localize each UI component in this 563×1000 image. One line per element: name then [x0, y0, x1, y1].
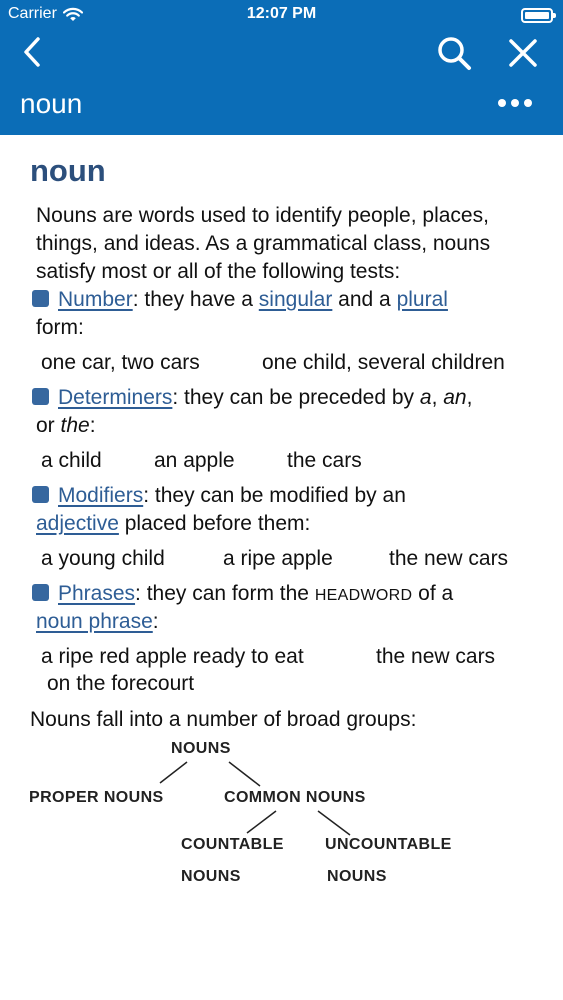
word-a: a	[419, 386, 432, 409]
test-phrases	[32, 580, 453, 610]
headword-label: HEADWORD	[314, 587, 413, 604]
example-phrases-1: a ripe red apple ready to eat	[41, 645, 304, 668]
example-modifiers-2: a ripe apple	[223, 547, 333, 570]
battery-icon	[521, 8, 553, 23]
status-time: 12:07 PM	[246, 5, 317, 22]
back-chevron-icon	[18, 34, 50, 70]
determiners-comma: ,	[431, 386, 444, 409]
example-determiners-2: an apple	[154, 449, 235, 472]
intro-line-2: things, and ideas. As a grammatical class, nouns	[36, 232, 491, 255]
bullet-square-icon	[32, 584, 49, 601]
number-text-1: : they have a	[132, 288, 259, 311]
phrases-line2-text: :	[152, 610, 159, 633]
app-header	[0, 0, 563, 135]
link-modifiers[interactable]: Modifiers	[58, 484, 144, 507]
search-button[interactable]	[434, 33, 474, 73]
example-number-2: one child, several children	[262, 351, 505, 374]
example-modifiers-3: the new cars	[389, 547, 509, 570]
determiners-line2-post: :	[89, 414, 96, 437]
example-determiners-3: the cars	[287, 449, 362, 472]
example-phrases-3: on the forecourt	[47, 672, 195, 695]
link-phrases[interactable]: Phrases	[58, 582, 136, 605]
test-determiners	[32, 384, 472, 412]
determiners-line-2	[36, 412, 96, 440]
determiners-text-2: ,	[466, 386, 473, 409]
phrases-line-2	[36, 608, 159, 636]
test-modifiers	[32, 482, 406, 510]
tree-uncountable-line-1: UNCOUNTABLE	[325, 836, 452, 853]
link-singular[interactable]: singular	[258, 288, 333, 311]
modifiers-text-1: : they can be modified by an	[143, 484, 406, 507]
noun-groups-diagram	[0, 735, 563, 915]
determiners-line2-pre: or	[36, 414, 61, 437]
word-an: an	[443, 386, 467, 409]
bullet-square-icon	[32, 290, 49, 307]
example-modifiers-1: a young child	[41, 547, 165, 570]
tree-root: NOUNS	[171, 740, 231, 757]
modifiers-line2-text: placed before them:	[118, 512, 311, 535]
phrases-text-2: of a	[412, 582, 454, 605]
modifiers-line-2	[36, 510, 310, 538]
diagram-lines	[0, 735, 563, 915]
example-number-1: one car, two cars	[41, 351, 200, 374]
example-determiners-1: a child	[41, 449, 102, 472]
link-noun-phrase[interactable]: noun phrase	[36, 610, 153, 633]
groups-intro: Nouns fall into a number of broad groups:	[30, 708, 417, 731]
word-the: the	[60, 414, 90, 437]
header-title: noun	[20, 88, 83, 119]
tree-proper-nouns: PROPER NOUNS	[29, 789, 164, 806]
close-button[interactable]	[503, 33, 543, 73]
entry-title: noun	[30, 153, 106, 188]
link-determiners[interactable]: Determiners	[58, 386, 173, 409]
example-phrases-2: the new cars	[376, 645, 496, 668]
number-text-2: and a	[332, 288, 397, 311]
bullet-square-icon	[32, 388, 49, 405]
link-number[interactable]: Number	[58, 288, 133, 311]
intro-line-3: satisfy most or all of the following tests:	[36, 260, 401, 283]
tree-common-nouns: COMMON NOUNS	[224, 789, 366, 806]
carrier-label: Carrier	[8, 5, 57, 22]
tree-uncountable-line-2: NOUNS	[327, 868, 387, 885]
more-icon	[492, 90, 538, 116]
back-button[interactable]	[18, 34, 50, 70]
determiners-text-1: : they can be preceded by	[172, 386, 420, 409]
intro-line-1: Nouns are words used to identify people, places,	[36, 204, 489, 227]
bullet-square-icon	[32, 486, 49, 503]
test-number	[32, 286, 448, 314]
link-plural[interactable]: plural	[396, 288, 448, 311]
more-options-button[interactable]	[492, 90, 538, 116]
number-line-2: form:	[36, 316, 84, 339]
tree-countable-line-1: COUNTABLE	[181, 836, 284, 853]
link-adjective[interactable]: adjective	[36, 512, 119, 535]
tree-countable-line-2: NOUNS	[181, 868, 241, 885]
close-icon	[503, 33, 543, 73]
status-bar	[0, 0, 563, 30]
search-icon	[434, 33, 474, 73]
phrases-text-1: : they can form the	[135, 582, 315, 605]
